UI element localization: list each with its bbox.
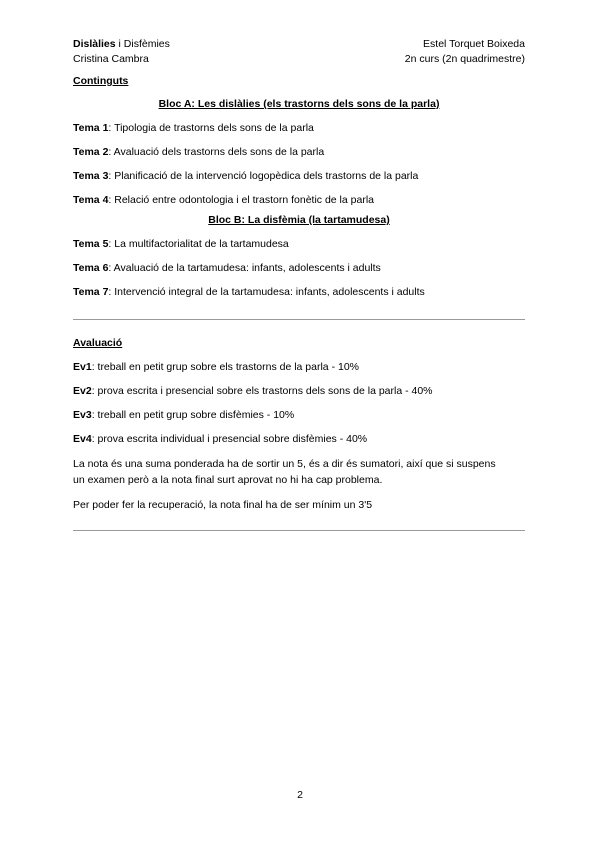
grading-note: La nota és una suma ponderada ha de sortir un 5, és a dir és sumatori, així que si suspens un examen però a la nota final surt aprovat no hi ha cap problema. xyxy=(73,458,496,486)
author-name: Estel Torquet Boixeda xyxy=(423,38,525,50)
topic-5: Tema 5: La multifactorialitat de la tartamudesa xyxy=(73,238,289,250)
eval-item-2: Ev2: prova escrita i presencial sobre els trastorns dels sons de la parla - 40% xyxy=(73,385,433,397)
block-a-title: Bloc A: Les dislàlies (els trastorns dels sons de la parla) xyxy=(158,98,440,110)
header-row-1 xyxy=(73,37,525,51)
topic-6: Tema 6: Avaluació de la tartamudesa: infants, adolescents i adults xyxy=(73,262,381,274)
block-b-title: Bloc B: La disfèmia (la tartamudesa) xyxy=(208,214,390,226)
topic-7: Tema 7: Intervenció integral de la tartamudesa: infants, adolescents i adults xyxy=(73,286,425,298)
divider-1 xyxy=(73,319,525,320)
topic-1: Tema 1: Tipologia de trastorns dels sons de la parla xyxy=(73,122,314,134)
document-page xyxy=(73,37,525,531)
topic-4: Tema 4: Relació entre odontologia i el trastorn fonètic de la parla xyxy=(73,194,374,206)
eval-item-1: Ev1: treball en petit grup sobre els trastorns de la parla - 10% xyxy=(73,361,359,373)
course-title: Dislàlies i Disfèmies xyxy=(73,38,170,50)
divider-2 xyxy=(73,530,525,531)
topic-3: Tema 3: Planificació de la intervenció logopèdica dels trastorns de la parla xyxy=(73,170,419,182)
header-row-2 xyxy=(73,52,525,66)
page-number: 2 xyxy=(297,789,303,801)
topic-2: Tema 2: Avaluació dels trastorns dels sons de la parla xyxy=(73,146,325,158)
teacher-name: Cristina Cambra xyxy=(73,53,149,65)
eval-item-4: Ev4: prova escrita individual i presencial sobre disfèmies - 40% xyxy=(73,433,368,445)
contents-heading: Continguts xyxy=(73,75,129,87)
eval-item-3: Ev3: treball en petit grup sobre disfèmies - 10% xyxy=(73,409,295,421)
term-label: 2n curs (2n quadrimestre) xyxy=(404,53,525,65)
recovery-note: Per poder fer la recuperació, la nota final ha de ser mínim un 3'5 xyxy=(73,499,373,511)
evaluation-heading: Avaluació xyxy=(73,337,123,349)
